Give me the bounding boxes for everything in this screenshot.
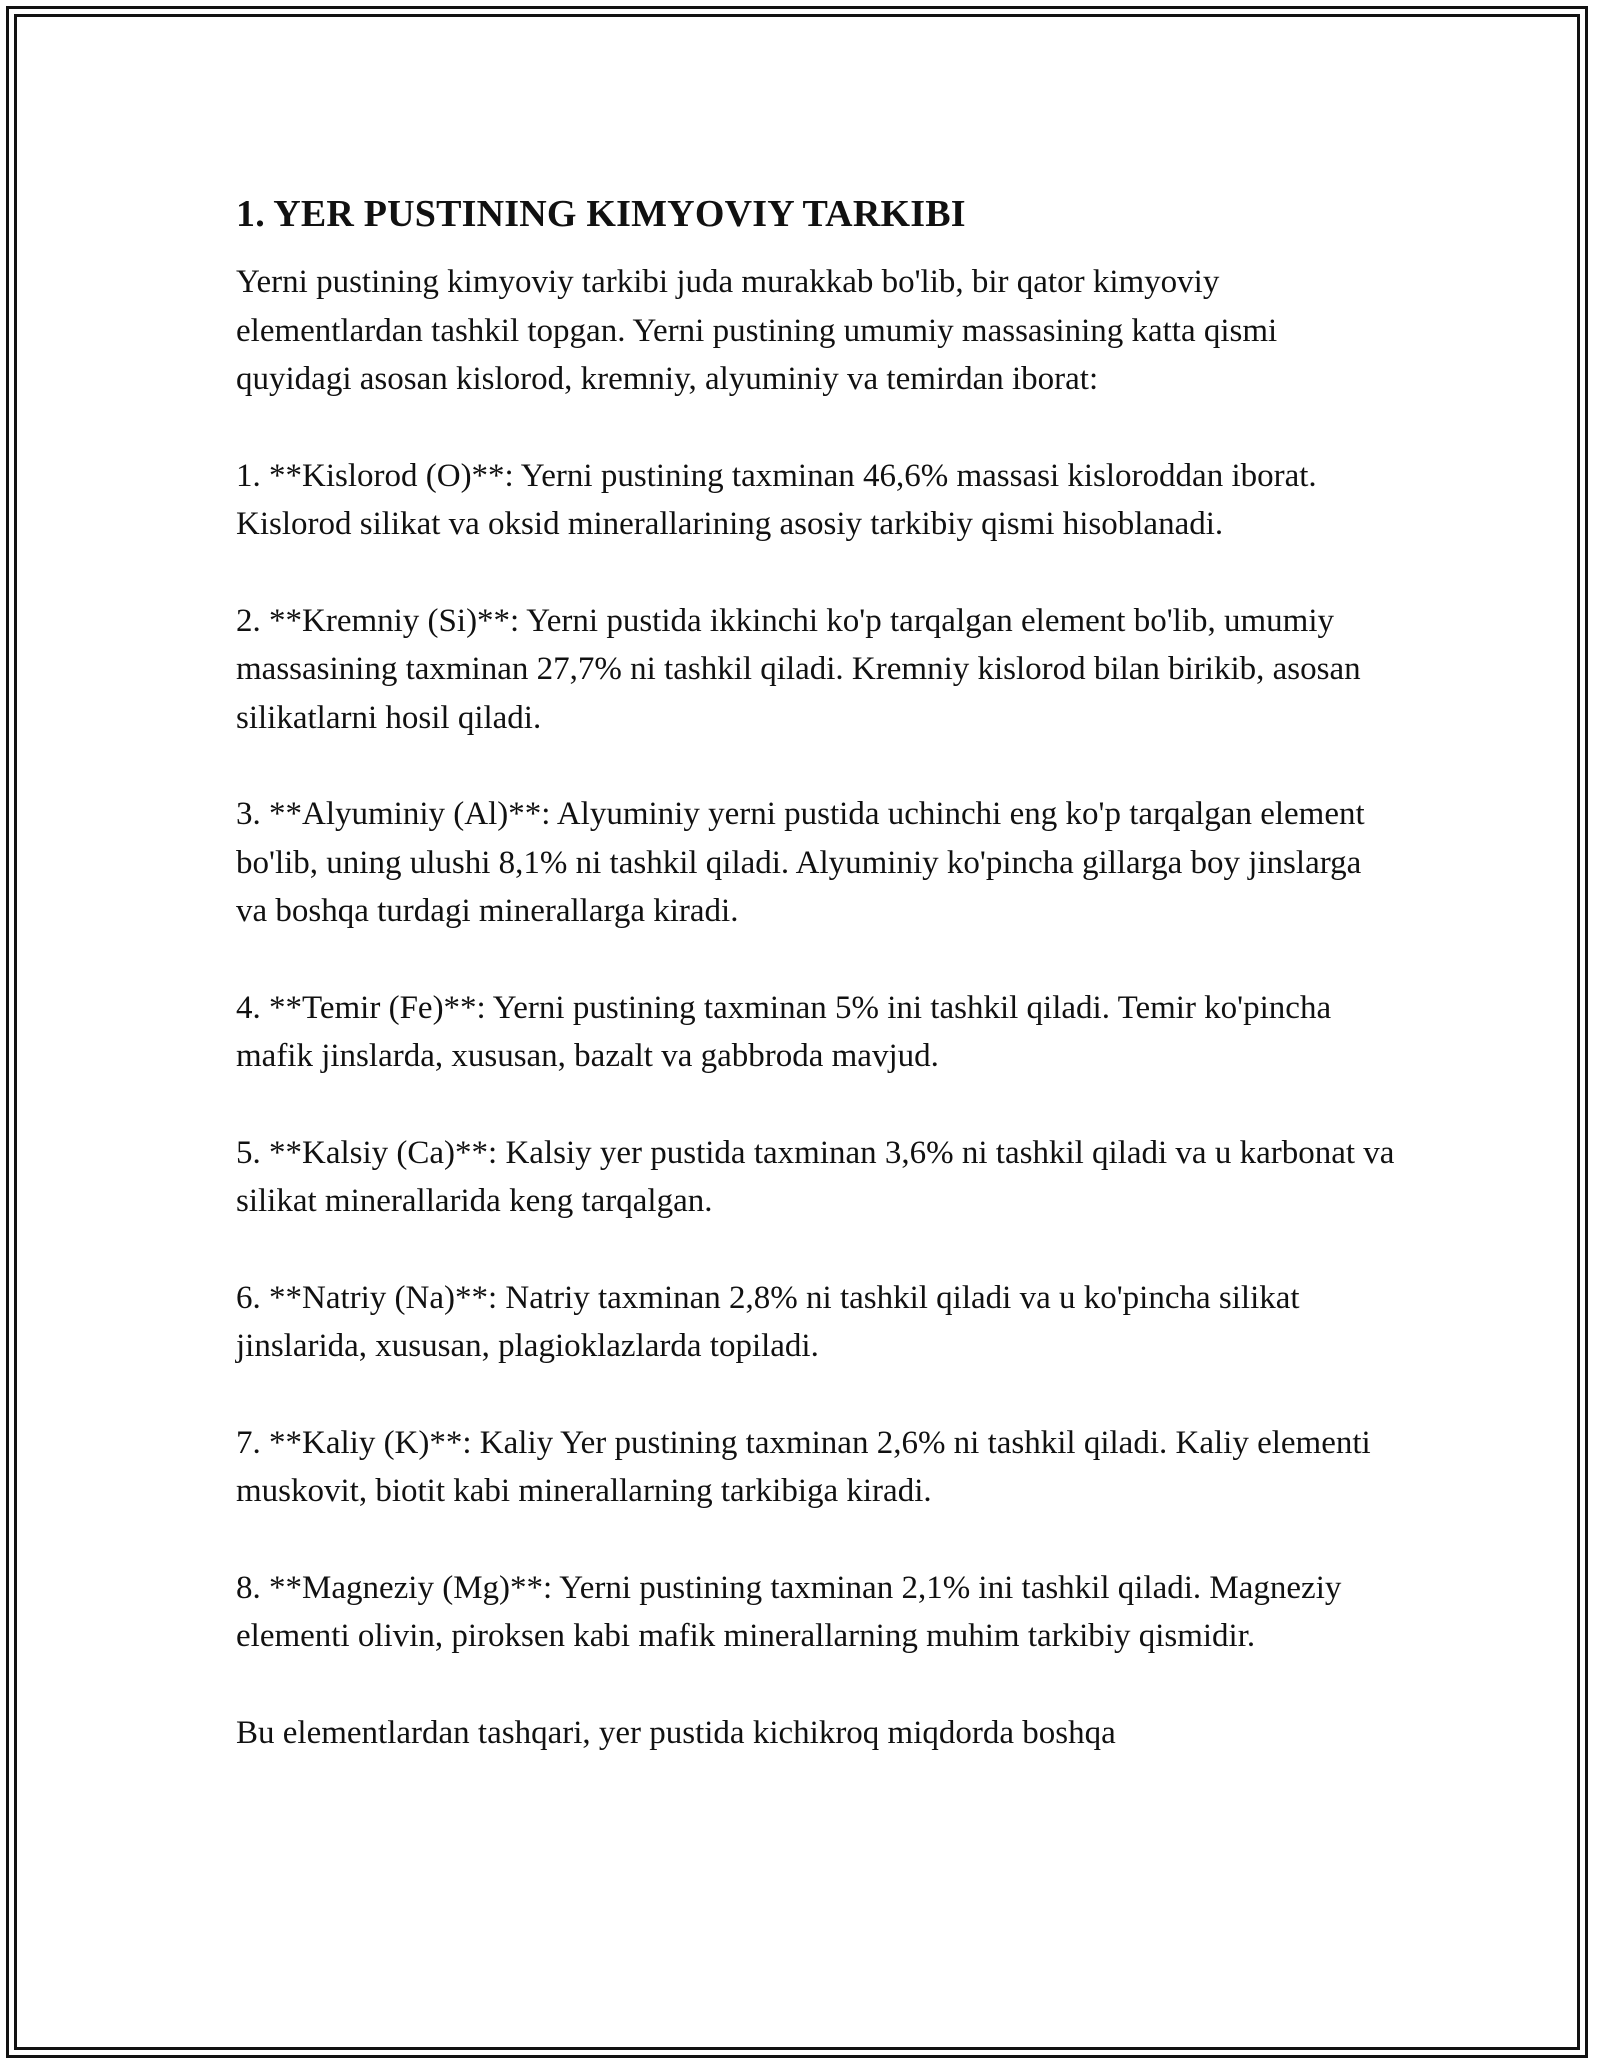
list-item-iron: 4. **Temir (Fe)**: Yerni pustining taxminan 5% ini tashkil qiladi. Temir ko'pincha mafik jinslarda, xususan, bazalt va gabbroda mavjud. [236,989,1332,1074]
list-item-oxygen: 1. **Kislorod (O)**: Yerni pustining taxminan 46,6% massasi kisloroddan iborat. Kislorod silikat va oksid minerallarining asosiy tarkibiy qismi hisoblanadi. [236,457,1317,542]
closing-paragraph: Bu elementlardan tashqari, yer pustida kichikroq miqdorda boshqa [236,1714,1116,1751]
list-item-silicon: 2. **Kremniy (Si)**: Yerni pustida ikkinchi ko'p tarqalgan element bo'lib, umumiy massasining taxminan 27,7% ni tashkil qiladi. Kremniy kislorod bilan birikib, asosan silikatlarni hosil qiladi. [236,602,1361,736]
list-item-sodium: 6. **Natriy (Na)**: Natriy taxminan 2,8% ni tashkil qiladi va u ko'pincha silikat jinslarida, xususan, plagioklazlarda topiladi. [236,1279,1300,1364]
document-body [236,190,1396,1757]
list-item-potassium: 7. **Kaliy (K)**: Kaliy Yer pustining taxminan 2,6% ni tashkil qiladi. Kaliy elementi muskovit, biotit kabi minerallarning tarkibiga kiradi. [236,1424,1371,1509]
list-item-aluminium: 3. **Alyuminiy (Al)**: Alyuminiy yerni pustida uchinchi eng ko'p tarqalgan element bo'lib, uning ulushi 8,1% ni tashkil qiladi. Alyuminiy ko'pincha gillarga boy jinslarga va boshqa turdagi minerallarga kiradi. [236,796,1365,929]
list-item-magnesium: 8. **Magneziy (Mg)**: Yerni pustining taxminan 2,1% ini tashkil qiladi. Magneziy elementi olivin, piroksen kabi mafik minerallarning muhim tarkibiy qismidir. [236,1569,1342,1654]
list-item-calcium: 5. **Kalsiy (Ca)**: Kalsiy yer pustida taxminan 3,6% ni tashkil qiladi va u karbonat va silikat minerallarida keng tarqalgan. [236,1134,1395,1219]
intro-paragraph: Yerni pustining kimyoviy tarkibi juda murakkab bo'lib, bir qator kimyoviy elementlardan tashkil topgan. Yerni pustining umumiy massasining katta qismi quyidagi asosan kislorod, kremniy, alyuminiy va temirdan iborat: [236,264,1278,397]
section-title: 1. YER PUSTINING KIMYOVIY TARKIBI [236,193,966,235]
